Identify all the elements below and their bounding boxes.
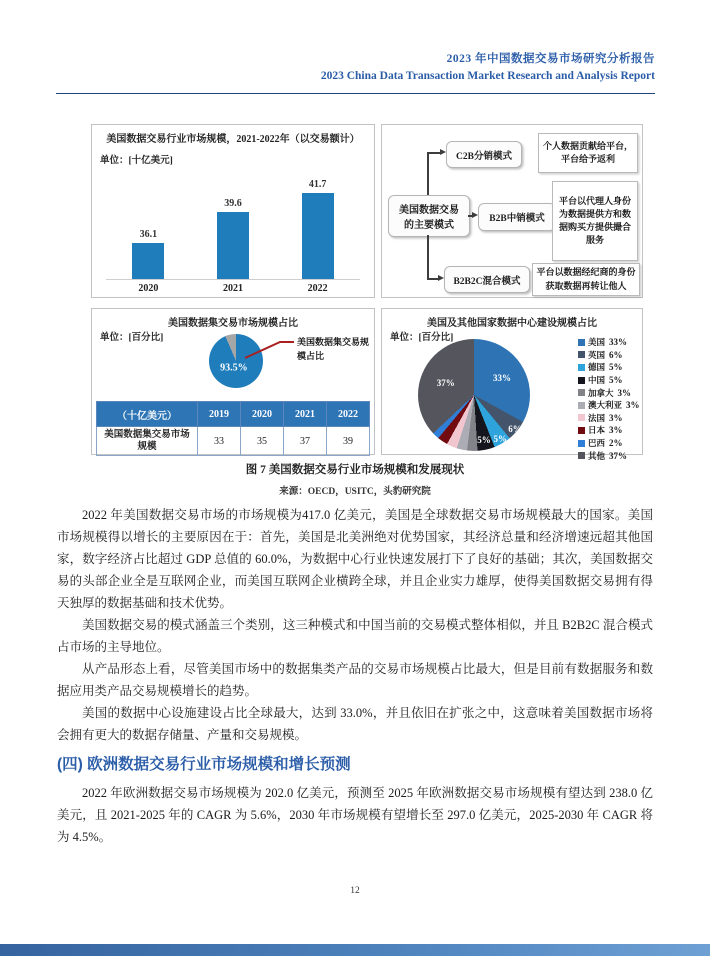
paragraph-4: 美国的数据中心设施建设占比全球最大，达到 33.0%，并且依旧在扩张之中，这意味着美国数据市场将会拥有更大的数据存储量、产量和交易规模。 — [57, 706, 653, 742]
legend-value: 2% — [609, 438, 623, 449]
paragraph-2: 美国数据交易的模式涵盖三个类别，这三种模式和中国当前的交易模式整体相似，并且 B2B2C 混合模式占市场的主导地位。 — [57, 618, 653, 654]
dataset-pie-title: 美国数据集交易市场规模占比 — [168, 318, 298, 329]
table-row — [97, 427, 370, 456]
mode-label: B2B中销模式 — [489, 214, 545, 224]
bar-value-label: 39.6 — [224, 198, 242, 209]
table-cell: 35 — [241, 427, 284, 456]
datacenter-legend — [578, 336, 640, 462]
mode-box-c2b — [446, 141, 522, 168]
bar-group — [106, 229, 191, 279]
legend-value: 3% — [626, 400, 640, 411]
legend-label: 法国 — [588, 412, 606, 423]
modes-root-line1: 美国数据交易 — [399, 205, 459, 216]
legend-value: 37% — [609, 450, 628, 461]
table-cell: 美国数据集交易市场规模 — [97, 427, 198, 456]
datacenter-pie-panel — [381, 308, 643, 461]
legend-value: 6% — [609, 349, 623, 360]
legend-value: 3% — [609, 425, 623, 436]
mode-desc-b2b: 平台以代理人身份为数据提供方和数据购买方提供撮合服务 — [552, 181, 638, 261]
legend-item — [578, 361, 640, 374]
figure-7 — [91, 124, 643, 461]
bar — [302, 193, 334, 279]
datacenter-pie-title: 美国及其他国家数据中心建设规模占比 — [427, 318, 597, 329]
legend-label: 澳大利亚 — [588, 400, 623, 411]
legend-label: 加拿大 — [588, 387, 614, 398]
legend-label: 英国 — [588, 349, 606, 360]
pie-slice-label: 5% — [493, 434, 507, 445]
pie-slice-label: 6% — [508, 423, 522, 434]
bar-group — [275, 179, 360, 279]
modes-root-box — [388, 195, 470, 237]
connector-line — [427, 152, 440, 154]
table-cell: 39 — [326, 427, 369, 456]
legend-label: 美国 — [588, 337, 606, 348]
legend-label: 德国 — [588, 362, 606, 373]
paragraph-1: 2022 年美国数据交易市场的市场规模为417.0 亿美元，美国是全球数据交易市场规模最大的国家。美国市场规模得以增长的主要原因在于：首先，美国是北美洲绝对优势国家，其经济总量和经济增速远超其他国家，数字经济占比超过 GDP 总值的 60.0%，为数据中心行业快速发展打下了良好的基础；其次，美国数据交易的头部企业全是互联网企业，而美国互联网企业横跨全球，并且企业实力雄厚，使得美国数据交易拥有得天独厚的数据基础和技术优势。 — [57, 508, 653, 610]
bar — [132, 243, 164, 279]
page-number: 12 — [350, 886, 360, 896]
dataset-pie-callout-label: 美国数据集交易规模占比 — [297, 337, 370, 361]
header-title-en: 2023 China Data Transaction Market Research and Analysis Report — [320, 70, 655, 82]
pie-slice-label: 37% — [436, 377, 455, 388]
table-header-cell: （十亿美元） — [97, 402, 198, 427]
bar-value-label: 41.7 — [308, 179, 327, 190]
legend-item — [578, 399, 640, 412]
page-header — [321, 50, 655, 82]
paragraph-5: 2022 年欧洲数据交易市场规模为 202.0 亿美元，预测至 2025 年欧洲数据交易市场规模有望达到 238.0 亿美元，且 2021-2025 年的 CAGR 为 5.6%，2030 年市场规模有望增长至 297.0 亿美元，2025-2030 年 CAGR 将为 4.5%。 — [57, 786, 653, 844]
legend-value: 3% — [617, 387, 632, 398]
legend-swatch-icon — [578, 414, 585, 421]
table-cell: 33 — [198, 427, 241, 456]
pie-slice-label: 33% — [492, 373, 511, 384]
body-text — [57, 504, 653, 848]
legend-swatch-icon — [578, 364, 585, 371]
header-divider — [56, 93, 655, 94]
legend-item — [578, 424, 640, 437]
header-title-zh: 2023 年中国数据交易市场研究分析报告 — [446, 53, 655, 65]
dataset-pie-unit: 单位：[百分比] — [100, 333, 164, 343]
legend-value: 3% — [609, 412, 623, 423]
legend-label: 日本 — [588, 425, 606, 436]
bar-value-label: 36.1 — [139, 229, 158, 240]
legend-swatch-icon — [578, 452, 585, 459]
paragraph-3: 从产品形态上看，尽管美国市场中的数据集类产品的交易市场规模占比最大，但是目前有数据服务和数据应用类产品交易规模增长的趋势。 — [57, 662, 653, 698]
legend-item — [578, 349, 640, 362]
bar-plot — [106, 179, 360, 294]
connector-line — [427, 235, 429, 279]
figure-caption: 图 7 美国数据交易行业市场规模和发展现状 — [245, 464, 465, 476]
legend-swatch-icon — [578, 377, 585, 384]
legend-label: 中国 — [588, 375, 606, 386]
dataset-table — [96, 401, 370, 456]
mode-desc-c2b: 个人数据贡献给平台，平台给予返利 — [538, 133, 638, 173]
legend-swatch-icon — [578, 402, 585, 409]
bar-chart-title: 美国数据交易行业市场规模，2021-2022年（以交易额计） — [106, 134, 360, 145]
modes-root-line2: 的主要模式 — [404, 220, 454, 231]
modes-diagram-panel — [381, 124, 643, 298]
mode-label: B2B2C混合模式 — [453, 276, 521, 287]
bar-category-label: 2020 — [138, 283, 159, 294]
bar-group — [191, 198, 276, 279]
legend-item — [578, 437, 640, 450]
mode-label: C2B分销模式 — [456, 151, 512, 162]
legend-swatch-icon — [578, 440, 585, 447]
pie-slice-label: 5% — [477, 434, 491, 445]
legend-swatch-icon — [578, 389, 585, 396]
table-cell: 37 — [283, 427, 326, 456]
bar-chart-panel — [91, 124, 375, 298]
section-heading: (四) 欧洲数据交易行业市场规模和增长预测 — [57, 756, 351, 773]
legend-item — [578, 386, 640, 399]
legend-label: 巴西 — [588, 438, 606, 449]
datacenter-pie — [418, 339, 530, 451]
legend-swatch-icon — [578, 427, 585, 434]
datacenter-pie-unit: 单位：[百分比] — [390, 333, 454, 343]
table-header-cell: 2020 — [241, 402, 284, 427]
legend-swatch-icon — [578, 351, 585, 358]
bar-chart-unit: 单位：[十亿美元] — [100, 156, 173, 166]
bar — [217, 212, 249, 279]
connector-line — [427, 153, 429, 195]
connector-line — [427, 278, 438, 280]
legend-value: 5% — [609, 362, 623, 373]
footer-accent-bar — [0, 944, 710, 956]
figure-source: 来源：OECD，USITC，头豹研究院 — [279, 487, 431, 497]
bar-category-label: 2021 — [223, 283, 243, 294]
bar-category-label: 2022 — [307, 283, 328, 294]
legend-value: 33% — [609, 337, 628, 348]
legend-label: 其他 — [588, 450, 606, 461]
dataset-pie-value-label: 93.5% — [220, 362, 248, 374]
mode-box-b2b — [478, 203, 556, 231]
table-header-cell: 2019 — [198, 402, 241, 427]
legend-swatch-icon — [578, 339, 585, 346]
mode-box-b2b2c — [444, 266, 530, 293]
legend-item — [578, 374, 640, 387]
dataset-pie-panel — [91, 308, 375, 455]
table-header-cell: 2021 — [283, 402, 326, 427]
table-header-cell: 2022 — [326, 402, 369, 427]
dataset-pie — [209, 334, 263, 388]
legend-item — [578, 336, 640, 349]
legend-item — [578, 412, 640, 425]
legend-value: 5% — [609, 375, 623, 386]
mode-desc-b2b2c: 平台以数据经纪商的身份获取数据再转让他人 — [532, 263, 640, 296]
